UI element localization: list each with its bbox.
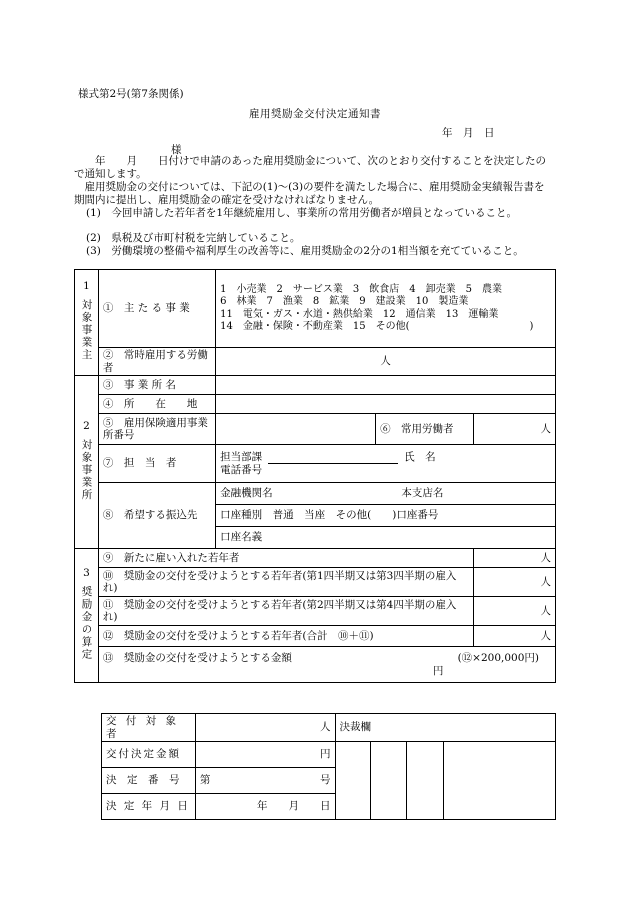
decision-number-suffix: 号 xyxy=(320,774,331,787)
q2q4-hires-field[interactable]: 人 xyxy=(474,597,556,626)
approval-box-2[interactable] xyxy=(371,742,407,820)
section-1-label: 対象事業主 xyxy=(80,299,93,362)
subsidy-formula: (⑫×200,000円) xyxy=(457,652,539,664)
industry-line-2: 6 林業 7 漁業 8 鉱業 9 建設業 10 製造業 xyxy=(220,296,469,307)
requirement-1: (1) 今回申請した若年者を1年継続雇用し、事業所の常用労働者が増員となっていること。 xyxy=(86,207,518,219)
decision-number-field[interactable] xyxy=(195,768,335,794)
section-1-number: 1 xyxy=(83,280,90,293)
approval-box-4[interactable] xyxy=(444,742,556,820)
address-label: ④ 所 在 地 xyxy=(98,395,215,414)
address-field[interactable] xyxy=(216,395,556,414)
regular-workers-label: ② 常時雇用する労働者 xyxy=(98,348,215,376)
department-label: 担当部課 xyxy=(220,451,263,463)
employees-field[interactable]: 人 xyxy=(474,414,556,445)
recipients-label: 交 付 対 象 者 xyxy=(102,714,196,742)
intro-paragraph: 年 月 日付けで申請のあった雇用奨励金について、次のとおり交付することを決定したので通知します。 xyxy=(74,155,546,180)
bank-name-label: 金融機関名 xyxy=(220,487,273,500)
approval-header: 決裁欄 xyxy=(335,714,555,742)
department-underline xyxy=(268,451,398,464)
industry-line-1: 1 小売業 2 サービス業 3 飲食店 4 卸売業 5 農業 xyxy=(220,283,502,295)
account-type-field[interactable]: 口座種別 普通 当座 その他( )口座番号 xyxy=(216,505,556,527)
approval-box-3[interactable] xyxy=(407,742,444,820)
application-table xyxy=(74,269,556,683)
requirement-3: (3) 労働環境の整備や福利厚生の改善等に、雇用奨励金の2分の1相当額を充てていること。 xyxy=(86,245,524,257)
contact-person-label: ⑦ 担 当 者 xyxy=(98,445,215,483)
total-hires-label: ⑫ 奨励金の交付を受けようとする若年者(合計 ⑩＋⑪) xyxy=(98,626,473,647)
total-hires-field[interactable]: 人 xyxy=(474,626,556,647)
new-hires-label: ⑨ 新たに雇い入れた若年者 xyxy=(98,549,473,568)
addressee-honorific: 様 xyxy=(171,144,182,156)
section-3-label: 奨励金の算定 xyxy=(80,586,93,661)
bank-name-field[interactable] xyxy=(216,483,556,505)
decision-number-label: 決 定 番 号 xyxy=(102,768,196,794)
regular-workers-field[interactable]: 人 xyxy=(216,348,556,376)
industry-options[interactable] xyxy=(216,270,556,348)
bank-transfer-label: ⑧ 希望する振込先 xyxy=(98,483,215,549)
main-business-label: ① 主 た る 事 業 xyxy=(98,270,215,348)
phone-label: 電話番号 xyxy=(220,463,263,476)
form-number: 様式第2号(第7条関係) xyxy=(78,88,184,100)
recipients-field[interactable]: 人 xyxy=(195,714,335,742)
requirement-2: (2) 県税及び市町村税を完納していること。 xyxy=(86,232,301,244)
q1q3-hires-label: ⑩ 奨励金の交付を受けようとする若年者(第1四半期又は第3四半期の雇入れ) xyxy=(98,568,473,597)
office-name-label: ③ 事 業 所 名 xyxy=(98,376,215,395)
contact-person-field[interactable] xyxy=(216,445,556,483)
decision-date-field[interactable]: 年 月 日 xyxy=(195,794,335,820)
approval-box-1[interactable] xyxy=(335,742,371,820)
q1q3-hires-field[interactable]: 人 xyxy=(474,568,556,597)
new-hires-field[interactable]: 人 xyxy=(474,549,556,568)
office-name-field[interactable] xyxy=(216,376,556,395)
industry-line-3: 11 電気・ガス・水道・熱供給業 12 通信業 13 運輸業 xyxy=(220,308,499,320)
section-2-label: 対象事業所 xyxy=(80,438,93,502)
employees-label: ⑥ 常用労働者 xyxy=(376,414,474,445)
section-3-number: 3 xyxy=(83,567,90,579)
section-2-number: 2 xyxy=(83,419,90,432)
document-title: 雇用奨励金交付決定通知書 xyxy=(249,108,381,120)
section-3-header xyxy=(75,549,99,683)
conditions-paragraph: 雇用奨励金の交付については、下記の(1)～(3)の要件を満たした場合に、雇用奨励金実績報告書を期間内に提出し、雇用奨励金の確定を受けなければなりません。 xyxy=(74,181,545,206)
section-1-header xyxy=(75,270,99,376)
decided-amount-field[interactable]: 円 xyxy=(195,742,335,768)
decision-number-prefix: 第 xyxy=(199,774,211,787)
decision-date-label: 決 定 年 月 日 xyxy=(102,794,196,820)
subsidy-amount-label: ⑬ 奨励金の交付を受けようとする金額 xyxy=(102,652,292,664)
subsidy-amount-unit: 円 xyxy=(432,664,444,677)
q2q4-hires-label: ⑪ 奨励金の交付を受けようとする若年者(第2四半期又は第4四半期の雇入れ) xyxy=(98,597,473,626)
industry-line-4: 14 金融・保険・不動産業 15 その他( ) xyxy=(220,321,534,332)
insurance-office-number-field[interactable] xyxy=(216,414,376,445)
decision-table xyxy=(101,713,556,820)
section-2-header xyxy=(75,376,99,549)
subsidy-amount-row[interactable] xyxy=(98,647,555,683)
decided-amount-label: 交付決定金額 xyxy=(102,742,196,768)
branch-name-label: 本支店名 xyxy=(401,487,444,500)
notice-date: 年 月 日 xyxy=(442,127,495,139)
account-holder-field[interactable]: 口座名義 xyxy=(216,527,556,549)
insurance-office-number-label: ⑤ 雇用保険適用事業所番号 xyxy=(98,414,215,445)
name-label: 氏 名 xyxy=(404,451,436,463)
